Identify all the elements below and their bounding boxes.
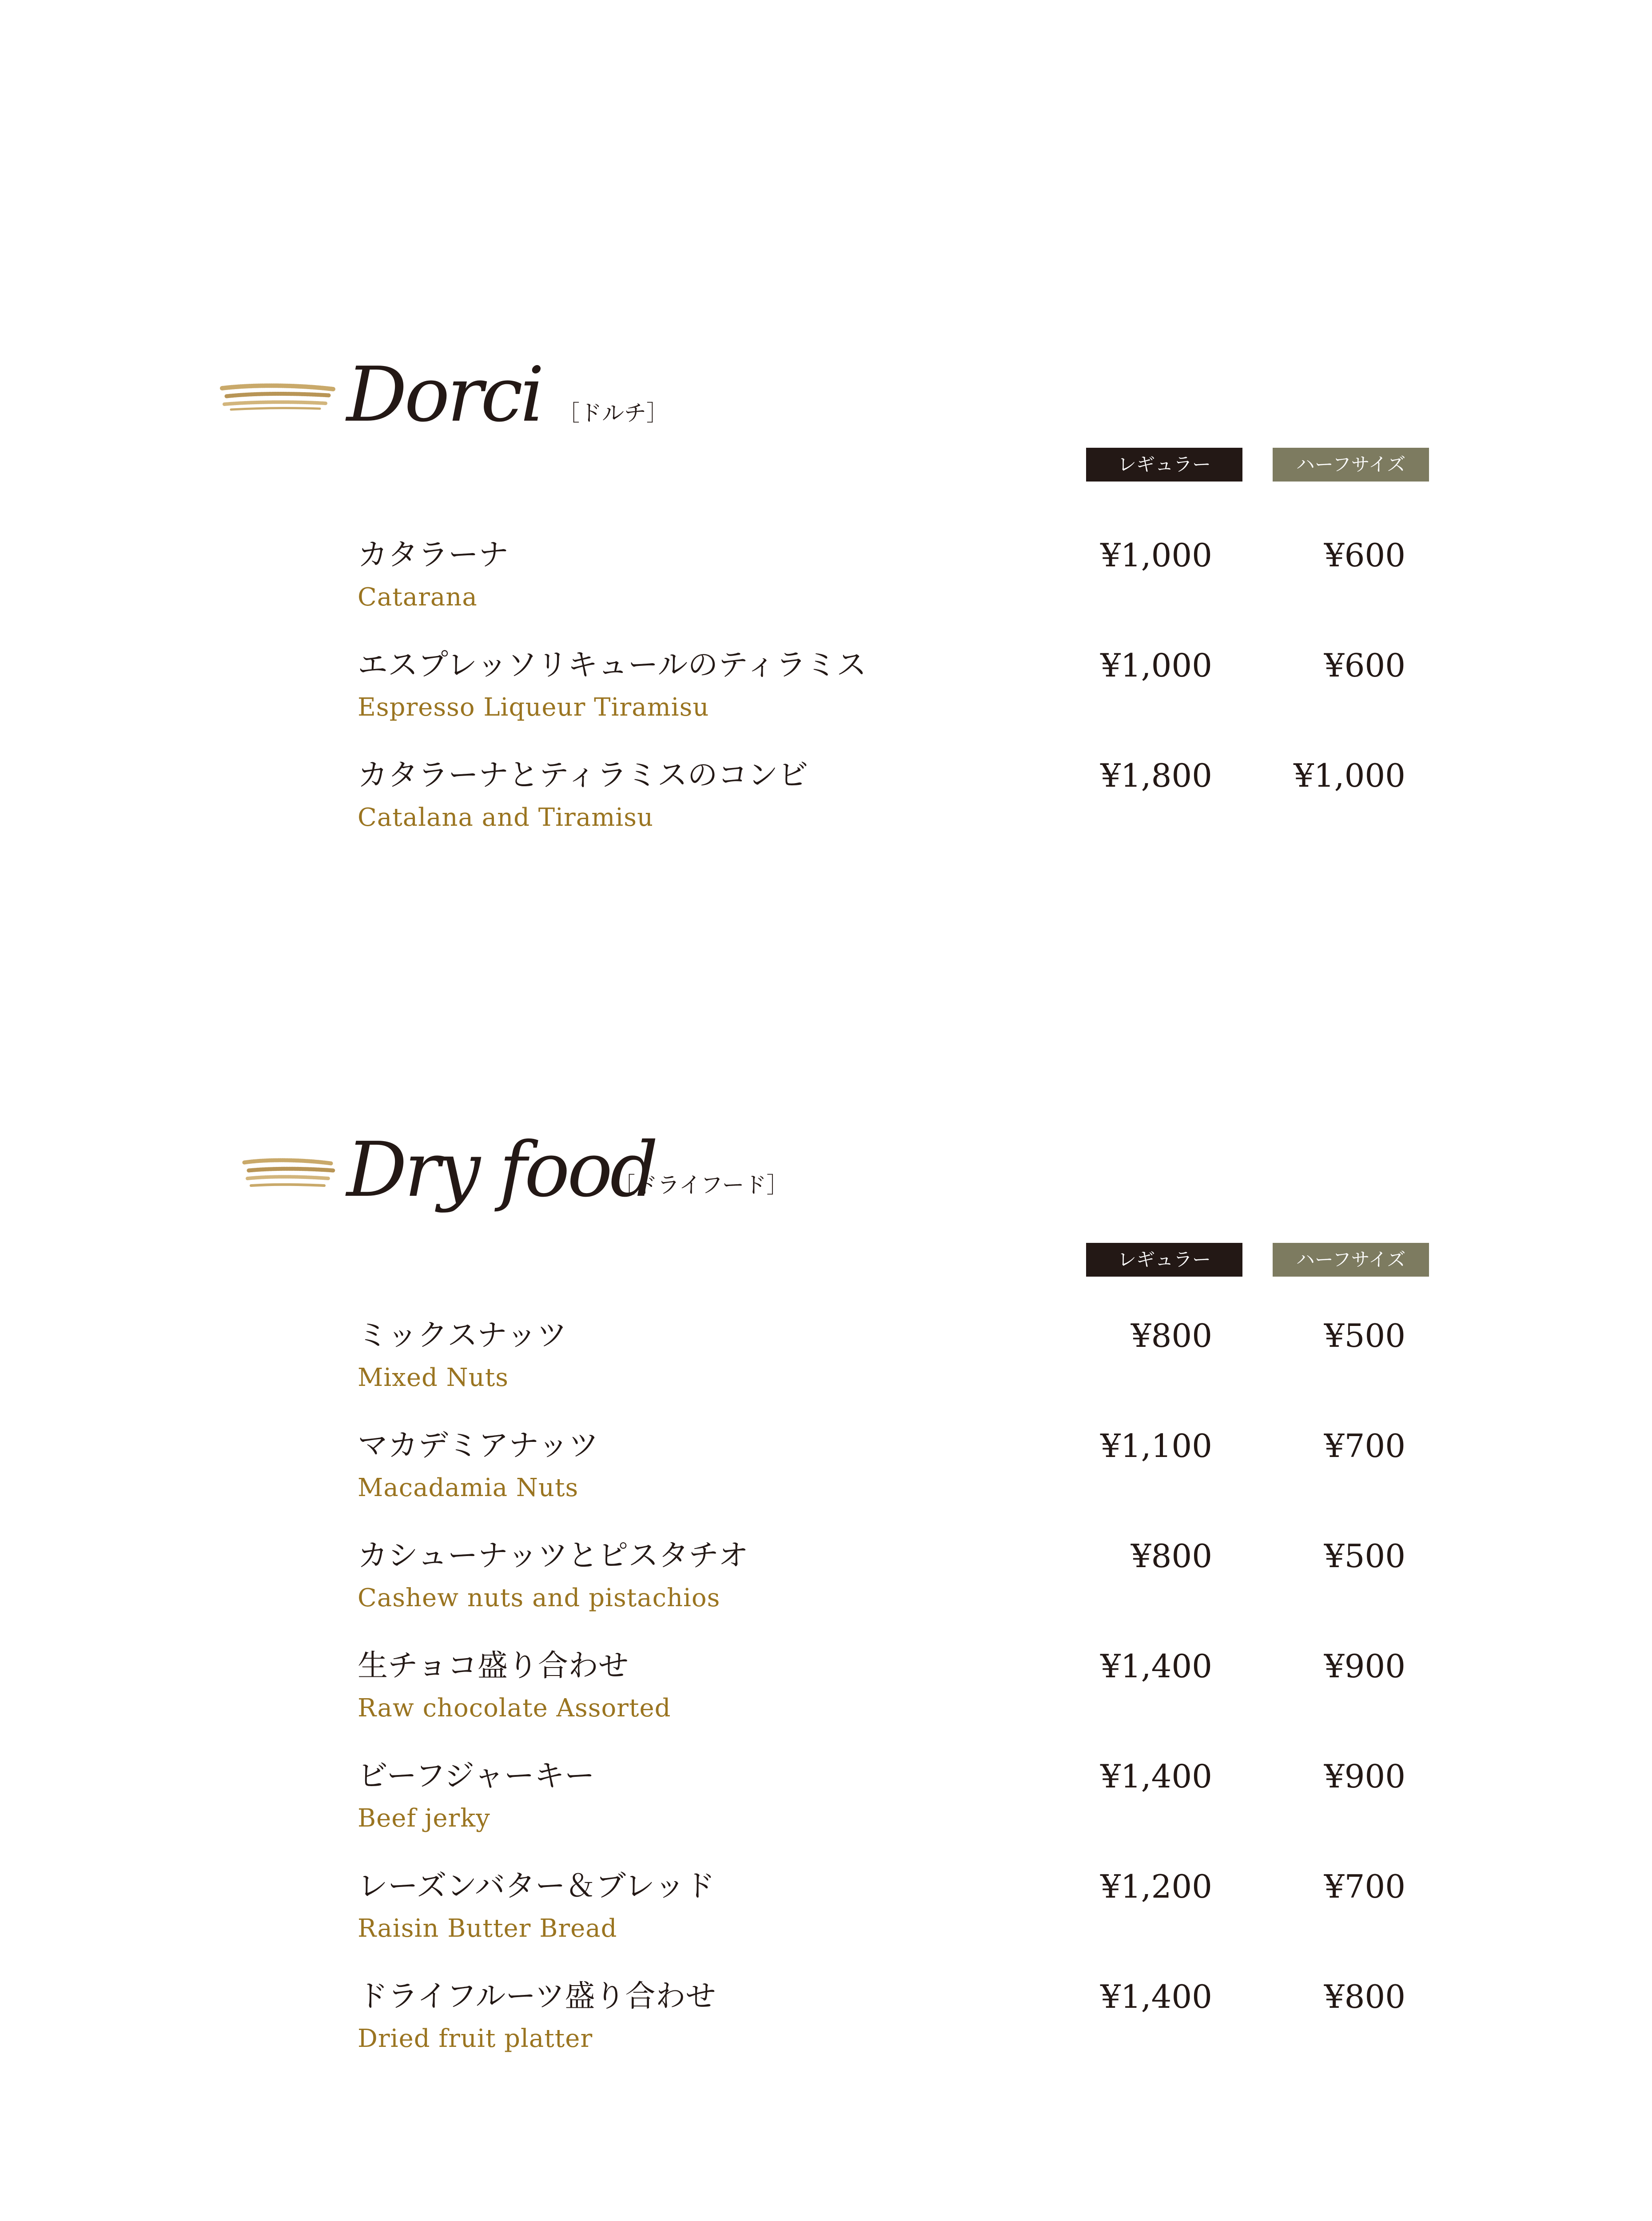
item-name-jp: カタラーナ <box>358 537 509 573</box>
menu-item <box>0 1646 1652 1757</box>
regular-size-label: レギュラー <box>1086 448 1242 482</box>
half-price: ¥900 <box>1324 1648 1405 1685</box>
section-title: Dry food <box>346 1126 656 1214</box>
gold-brush-stroke-icon <box>220 382 335 413</box>
regular-size-label: レギュラー <box>1086 1243 1242 1277</box>
regular-price: ¥1,200 <box>1100 1868 1212 1905</box>
half-price: ¥600 <box>1324 647 1405 684</box>
item-name-jp: エスプレッソリキュールのティラミス <box>358 648 867 683</box>
regular-price: ¥800 <box>1131 1537 1212 1575</box>
item-name-en: Catarana <box>358 583 478 612</box>
half-price: ¥700 <box>1324 1427 1405 1465</box>
item-name-jp: カタラーナとティラミスのコンビ <box>358 758 808 793</box>
regular-price: ¥1,100 <box>1100 1427 1212 1465</box>
half-price: ¥500 <box>1324 1317 1405 1354</box>
half-price: ¥700 <box>1324 1868 1405 1905</box>
item-name-jp: レーズンバター＆ブレッド <box>358 1869 715 1904</box>
menu-item <box>0 645 1652 756</box>
item-name-en: Raw chocolate Assorted <box>358 1694 671 1723</box>
half-size-label: ハーフサイズ <box>1273 448 1429 482</box>
menu-item <box>0 1867 1652 1978</box>
item-name-jp: ドライフルーツ盛り合わせ <box>358 1979 716 2014</box>
item-name-jp: マカデミアナッツ <box>358 1428 599 1463</box>
gold-brush-stroke-icon <box>242 1157 335 1193</box>
item-name-en: Espresso Liqueur Tiramisu <box>358 693 709 722</box>
item-name-jp: 生チョコ盛り合わせ <box>358 1648 629 1684</box>
regular-price: ¥1,400 <box>1100 1758 1212 1795</box>
menu-item <box>0 535 1652 646</box>
regular-price: ¥1,800 <box>1100 757 1212 794</box>
section-title: Dorci <box>346 351 542 439</box>
regular-price: ¥1,000 <box>1100 647 1212 684</box>
menu-item <box>0 756 1652 867</box>
item-name-jp: カシューナッツとピスタチオ <box>358 1538 748 1573</box>
menu-item <box>0 1426 1652 1537</box>
menu-item <box>0 1316 1652 1427</box>
half-size-label: ハーフサイズ <box>1273 1243 1429 1277</box>
item-name-en: Catalana and Tiramisu <box>358 803 654 832</box>
item-name-en: Macadamia Nuts <box>358 1473 579 1502</box>
menu-item <box>0 1756 1652 1867</box>
item-name-en: Raisin Butter Bread <box>358 1914 617 1943</box>
half-price: ¥800 <box>1324 1978 1405 2015</box>
section-subtitle: ［ドライフード］ <box>613 1172 789 1198</box>
item-name-en: Dried fruit platter <box>358 2024 593 2053</box>
regular-price: ¥1,000 <box>1100 537 1212 574</box>
section-subtitle: ［ドルチ］ <box>557 400 669 426</box>
menu-item <box>0 1977 1652 2088</box>
item-name-en: Mixed Nuts <box>358 1363 509 1392</box>
half-price: ¥500 <box>1324 1537 1405 1575</box>
regular-price: ¥1,400 <box>1100 1648 1212 1685</box>
half-price: ¥600 <box>1324 537 1405 574</box>
item-name-jp: ビーフジャーキー <box>358 1759 595 1794</box>
half-price: ¥900 <box>1324 1758 1405 1795</box>
item-name-jp: ミックスナッツ <box>358 1318 567 1353</box>
half-price: ¥1,000 <box>1294 757 1405 794</box>
regular-price: ¥800 <box>1131 1317 1212 1354</box>
regular-price: ¥1,400 <box>1100 1978 1212 2015</box>
menu-item <box>0 1536 1652 1647</box>
item-name-en: Beef jerky <box>358 1804 490 1833</box>
item-name-en: Cashew nuts and pistachios <box>358 1584 721 1612</box>
